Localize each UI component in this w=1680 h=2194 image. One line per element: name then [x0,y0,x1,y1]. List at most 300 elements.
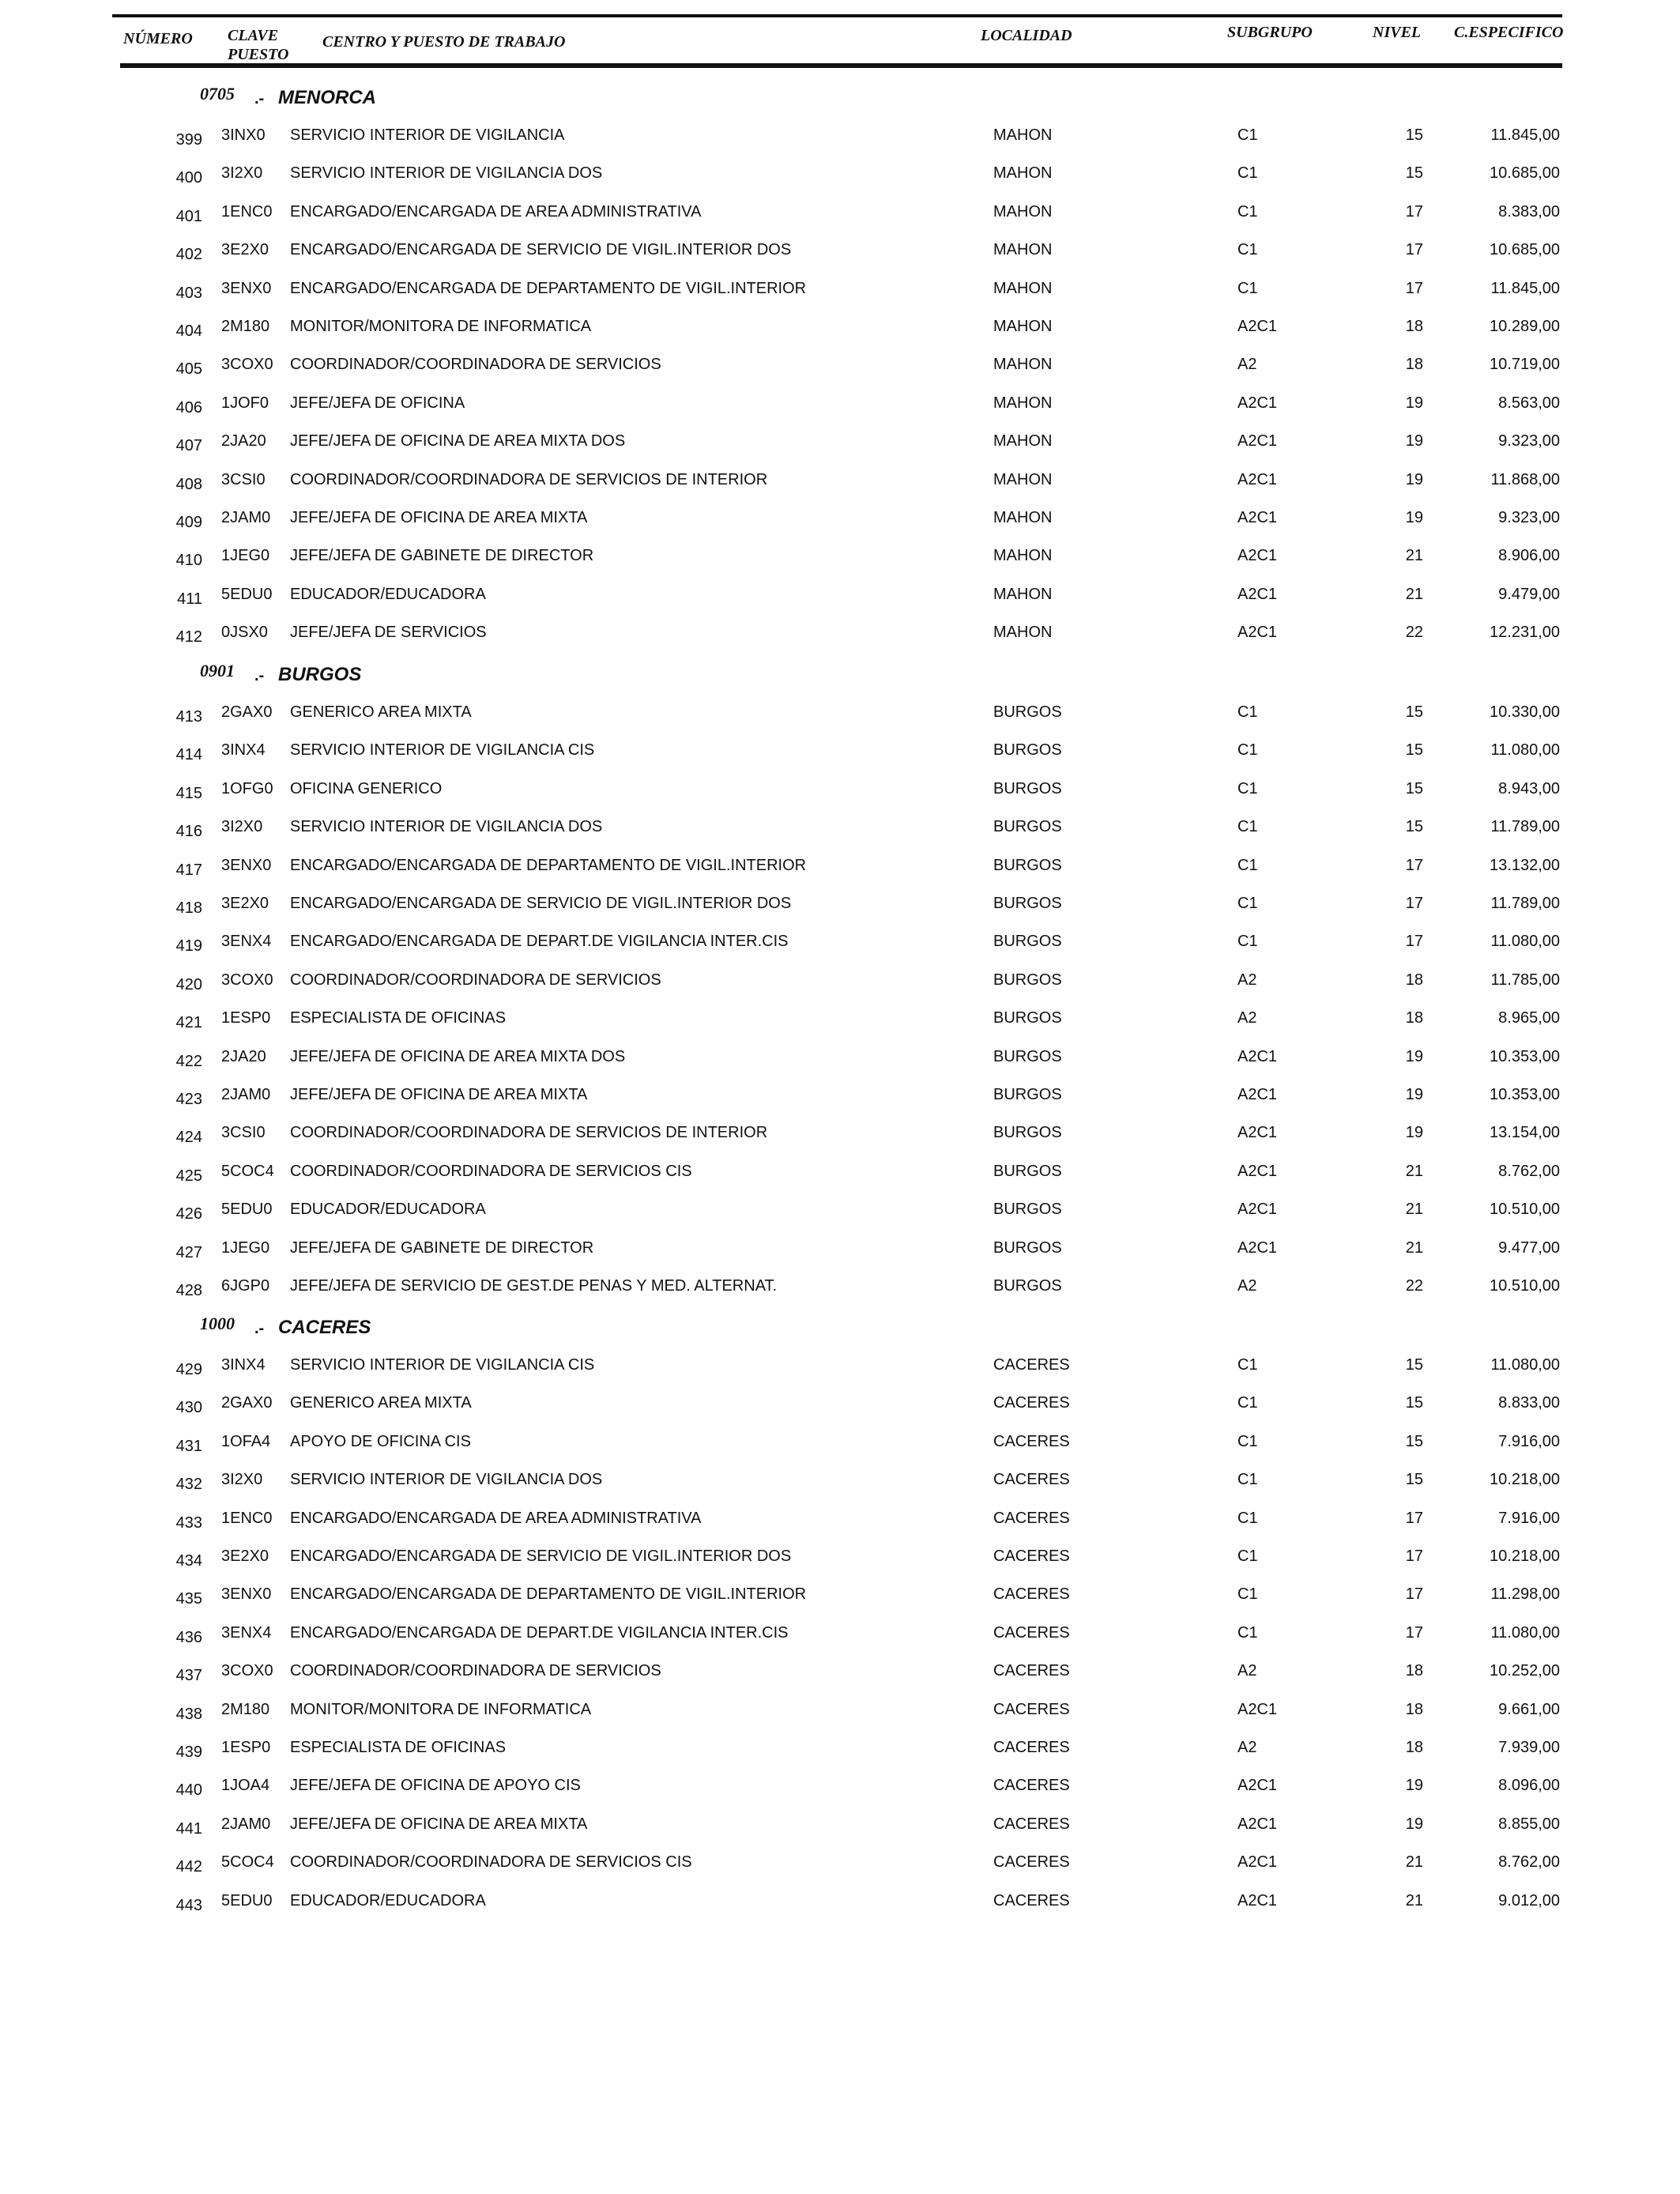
row-centro: ENCARGADO/ENCARGADA DE DEPARTAMENTO DE VIGIL.INTERIOR [290,1585,807,1604]
row-nivel: 21 [1405,585,1423,603]
table-row [0,741,1680,772]
row-nivel: 17 [1405,241,1423,259]
row-localidad: BURGOS [993,856,1062,874]
row-numero: 442 [175,1858,202,1876]
row-clave: 3COX0 [221,356,273,374]
table-row [0,971,1680,1002]
row-especifico: 9.323,00 [1498,432,1560,450]
row-clave: 1ESP0 [221,1739,271,1756]
row-centro: ENCARGADO/ENCARGADA DE DEPARTAMENTO DE VIGIL.INTERIOR [290,856,807,874]
row-especifico: 11.789,00 [1490,818,1560,836]
row-localidad: CACERES [993,1585,1070,1604]
row-numero: 436 [175,1628,202,1646]
row-nivel: 18 [1405,356,1423,374]
section-name: MENORCA [278,87,376,108]
table-row [0,623,1680,654]
header-localidad: LOCALIDAD [981,27,1072,44]
header-nivel: NIVEL [1373,24,1422,41]
row-subgrupo: A2 [1237,1277,1257,1295]
row-centro: EDUCADOR/EDUCADORA [290,1201,486,1219]
section-name: BURGOS [278,664,362,685]
row-centro: GENERICO AREA MIXTA [290,1394,472,1412]
table-row [0,1276,1680,1308]
row-numero: 433 [175,1514,202,1532]
row-numero: 434 [175,1552,202,1570]
row-especifico: 11.298,00 [1490,1585,1560,1604]
row-clave: 3I2X0 [221,164,263,183]
row-numero: 425 [175,1167,202,1185]
row-especifico: 8.906,00 [1498,547,1560,565]
row-subgrupo: C1 [1237,741,1258,760]
row-nivel: 22 [1405,1277,1423,1295]
table-row [0,1200,1680,1231]
row-especifico: 11.080,00 [1490,741,1560,760]
row-localidad: BURGOS [993,1086,1062,1103]
row-subgrupo: A2C1 [1237,318,1278,335]
row-clave: 2JAM0 [221,509,271,526]
table-row [0,546,1680,578]
row-especifico: 8.762,00 [1498,1853,1560,1872]
row-localidad: CACERES [993,1471,1070,1489]
row-nivel: 15 [1405,1394,1423,1412]
row-numero: 418 [175,899,202,917]
table-row [0,1661,1680,1693]
row-localidad: CACERES [993,1739,1070,1756]
row-numero: 429 [175,1361,202,1378]
table-row [0,703,1680,734]
row-centro: OFICINA GENERICO [290,779,443,797]
row-subgrupo: C1 [1237,1356,1258,1374]
row-numero: 423 [175,1091,202,1108]
row-nivel: 18 [1405,1739,1423,1756]
row-numero: 428 [175,1282,202,1299]
row-numero: 426 [175,1205,202,1223]
row-localidad: CACERES [993,1547,1070,1565]
row-centro: SERVICIO INTERIOR DE VIGILANCIA DOS [290,1471,603,1489]
header-subgrupo: SUBGRUPO [1227,24,1313,41]
row-nivel: 19 [1405,1047,1423,1065]
row-subgrupo: C1 [1237,126,1258,144]
row-nivel: 18 [1405,318,1423,335]
table-row [0,932,1680,963]
row-subgrupo: C1 [1237,1394,1258,1412]
row-clave: 3COX0 [221,1662,273,1680]
table-row [0,1470,1680,1502]
row-numero: 416 [175,823,202,841]
row-localidad: MAHON [993,470,1053,488]
row-centro: JEFE/JEFA DE OFICINA DE APOYO CIS [290,1777,581,1795]
row-subgrupo: A2C1 [1237,624,1278,642]
row-especifico: 8.855,00 [1498,1815,1560,1833]
row-subgrupo: A2C1 [1237,394,1278,412]
row-localidad: MAHON [993,624,1053,642]
row-nivel: 15 [1405,1432,1423,1450]
row-centro: ENCARGADO/ENCARGADA DE AREA ADMINISTRATIVA [290,202,702,221]
row-centro: ENCARGADO/ENCARGADA DE DEPART.DE VIGILANCIA INTER.CIS [290,933,789,951]
row-clave: 6JGP0 [221,1277,270,1295]
row-subgrupo: A2 [1237,1662,1257,1680]
row-especifico: 11.845,00 [1490,126,1560,144]
row-localidad: BURGOS [993,779,1062,797]
row-numero: 409 [175,514,202,531]
row-clave: 5EDU0 [221,585,273,603]
top-rule-thick [120,63,1562,68]
row-nivel: 17 [1405,1623,1423,1642]
row-centro: COORDINADOR/COORDINADORA DE SERVICIOS DE INTERIOR [290,470,768,488]
row-subgrupo: A2C1 [1237,1777,1278,1795]
row-nivel: 18 [1405,1009,1423,1027]
row-localidad: BURGOS [993,703,1062,721]
row-localidad: BURGOS [993,1277,1062,1295]
row-especifico: 13.132,00 [1490,856,1560,874]
row-localidad: MAHON [993,509,1053,526]
row-centro: SERVICIO INTERIOR DE VIGILANCIA [290,126,565,144]
row-clave: 1OFA4 [221,1432,271,1450]
row-clave: 1JOA4 [221,1777,270,1795]
row-especifico: 11.080,00 [1490,933,1560,951]
row-nivel: 21 [1405,1891,1423,1909]
table-row [0,1238,1680,1270]
row-localidad: MAHON [993,279,1053,297]
row-clave: 1JEG0 [221,547,270,565]
row-clave: 5COC4 [221,1853,274,1872]
row-numero: 406 [175,398,202,417]
section-code: 0705 [200,84,235,104]
row-clave: 3I2X0 [221,818,263,836]
row-especifico: 8.096,00 [1498,1777,1560,1795]
row-subgrupo: C1 [1237,856,1258,874]
table-row [0,126,1680,157]
row-subgrupo: A2C1 [1237,509,1278,526]
row-localidad: MAHON [993,547,1053,565]
table-row [0,1776,1680,1808]
row-numero: 414 [175,746,202,764]
row-centro: COORDINADOR/COORDINADORA DE SERVICIOS CIS [290,1853,692,1872]
row-subgrupo: C1 [1237,703,1258,721]
row-especifico: 13.154,00 [1490,1124,1560,1142]
header-centro: CENTRO Y PUESTO DE TRABAJO [322,33,566,51]
table-row [0,1623,1680,1655]
row-clave: 2JA20 [221,432,266,450]
row-clave: 3E2X0 [221,1547,269,1565]
row-nivel: 21 [1405,1853,1423,1872]
row-centro: COORDINADOR/COORDINADORA DE SERVICIOS DE INTERIOR [290,1124,768,1142]
row-localidad: CACERES [993,1891,1070,1909]
row-nivel: 19 [1405,470,1423,488]
row-centro: ENCARGADO/ENCARGADA DE DEPARTAMENTO DE VIGIL.INTERIOR [290,279,807,297]
row-clave: 3COX0 [221,971,273,989]
row-nivel: 15 [1405,164,1423,183]
row-especifico: 11.080,00 [1490,1623,1560,1642]
row-nivel: 15 [1405,779,1423,797]
row-localidad: MAHON [993,585,1053,603]
row-localidad: MAHON [993,241,1053,259]
row-especifico: 8.563,00 [1498,394,1560,412]
row-clave: 3CSI0 [221,470,266,488]
row-centro: JEFE/JEFA DE GABINETE DE DIRECTOR [290,547,594,565]
row-especifico: 7.916,00 [1498,1509,1560,1527]
row-centro: SERVICIO INTERIOR DE VIGILANCIA DOS [290,818,603,836]
row-numero: 437 [175,1667,202,1685]
row-numero: 432 [175,1476,202,1494]
row-clave: 3INX4 [221,1356,266,1374]
row-especifico: 10.353,00 [1490,1047,1560,1065]
row-subgrupo: A2C1 [1237,1700,1278,1718]
row-clave: 3I2X0 [221,1471,263,1489]
row-clave: 3ENX0 [221,279,272,297]
row-localidad: BURGOS [993,818,1062,836]
row-especifico: 10.289,00 [1490,318,1560,335]
row-especifico: 9.477,00 [1498,1238,1560,1257]
row-numero: 438 [175,1705,202,1723]
row-subgrupo: C1 [1237,818,1258,836]
row-numero: 404 [175,322,202,340]
row-localidad: MAHON [993,164,1053,183]
row-clave: 2M180 [221,1700,270,1718]
row-localidad: BURGOS [993,1009,1062,1027]
row-centro: EDUCADOR/EDUCADORA [290,585,486,603]
row-numero: 413 [175,708,202,726]
row-nivel: 18 [1405,1662,1423,1680]
row-especifico: 11.868,00 [1490,470,1560,488]
row-clave: 3INX0 [221,126,266,144]
row-numero: 402 [175,246,202,264]
row-numero: 399 [175,131,202,149]
row-clave: 2GAX0 [221,1394,273,1412]
header-especifico: C.ESPECIFICO [1454,24,1564,41]
row-numero: 403 [175,284,202,302]
row-nivel: 22 [1405,624,1423,642]
table-row [0,1891,1680,1923]
row-clave: 5EDU0 [221,1201,273,1219]
row-numero: 412 [175,628,202,647]
row-nivel: 15 [1405,1356,1423,1374]
row-subgrupo: A2C1 [1237,432,1278,450]
row-nivel: 17 [1405,895,1423,912]
row-localidad: MAHON [993,394,1053,412]
row-centro: COORDINADOR/COORDINADORA DE SERVICIOS [290,1662,661,1680]
row-numero: 417 [175,861,202,879]
row-subgrupo: A2C1 [1237,1124,1278,1142]
row-clave: 3ENX0 [221,856,272,874]
row-especifico: 11.785,00 [1490,971,1560,989]
row-clave: 1JOF0 [221,394,269,412]
row-localidad: CACERES [993,1662,1070,1680]
row-clave: 5EDU0 [221,1891,273,1909]
row-centro: JEFE/JEFA DE OFICINA [290,394,465,412]
row-clave: 2JA20 [221,1047,266,1065]
row-clave: 3E2X0 [221,895,269,912]
row-clave: 0JSX0 [221,624,268,642]
row-numero: 422 [175,1052,202,1070]
row-localidad: BURGOS [993,933,1062,951]
row-especifico: 11.080,00 [1490,1356,1560,1374]
row-numero: 405 [175,360,202,379]
table-row [0,1162,1680,1193]
row-centro: JEFE/JEFA DE SERVICIO DE GEST.DE PENAS Y MED. ALTERNAT. [290,1277,778,1295]
table-row [0,394,1680,425]
row-especifico: 10.510,00 [1490,1277,1560,1295]
row-centro: ENCARGADO/ENCARGADA DE DEPART.DE VIGILANCIA INTER.CIS [290,1623,789,1642]
row-especifico: 10.719,00 [1490,356,1560,374]
row-localidad: MAHON [993,356,1053,374]
row-especifico: 10.252,00 [1490,1662,1560,1680]
table-row [0,1047,1680,1079]
row-clave: 3E2X0 [221,241,269,259]
row-subgrupo: A2C1 [1237,585,1278,603]
row-nivel: 15 [1405,126,1423,144]
table-row [0,894,1680,925]
row-centro: JEFE/JEFA DE SERVICIOS [290,624,487,642]
row-localidad: MAHON [993,318,1053,335]
row-subgrupo: C1 [1237,1432,1258,1450]
row-localidad: BURGOS [993,741,1062,760]
row-centro: JEFE/JEFA DE OFICINA DE AREA MIXTA [290,1086,588,1103]
row-numero: 410 [175,552,202,570]
row-localidad: BURGOS [993,1201,1062,1219]
row-especifico: 9.012,00 [1498,1891,1560,1909]
row-subgrupo: A2C1 [1237,547,1278,565]
row-localidad: BURGOS [993,895,1062,912]
row-subgrupo: A2C1 [1237,470,1278,488]
section-separator: .- [254,667,265,684]
row-localidad: CACERES [993,1356,1070,1374]
row-numero: 401 [175,207,202,225]
row-nivel: 18 [1405,1700,1423,1718]
row-subgrupo: A2C1 [1237,1086,1278,1103]
row-especifico: 10.685,00 [1490,164,1560,183]
row-numero: 435 [175,1590,202,1608]
row-subgrupo: C1 [1237,241,1258,259]
table-row [0,1585,1680,1616]
row-nivel: 19 [1405,1086,1423,1103]
row-nivel: 17 [1405,1585,1423,1604]
table-row [0,279,1680,311]
row-centro: ENCARGADO/ENCARGADA DE SERVICIO DE VIGIL.INTERIOR DOS [290,895,792,912]
row-centro: COORDINADOR/COORDINADORA DE SERVICIOS [290,971,661,989]
row-nivel: 19 [1405,432,1423,450]
row-subgrupo: A2 [1237,1009,1257,1027]
row-nivel: 15 [1405,741,1423,760]
row-centro: MONITOR/MONITORA DE INFORMATICA [290,1700,592,1718]
row-nivel: 15 [1405,818,1423,836]
row-centro: SERVICIO INTERIOR DE VIGILANCIA DOS [290,164,603,183]
row-clave: 1ENC0 [221,202,273,221]
row-nivel: 15 [1405,703,1423,721]
table-row [0,355,1680,386]
row-centro: EDUCADOR/EDUCADORA [290,1891,486,1909]
row-especifico: 7.916,00 [1498,1432,1560,1450]
row-localidad: CACERES [993,1853,1070,1872]
table-row [0,432,1680,463]
row-localidad: BURGOS [993,1124,1062,1142]
row-clave: 3CSI0 [221,1124,266,1142]
header-clave: CLAVE [228,27,279,44]
row-subgrupo: A2C1 [1237,1162,1278,1180]
row-clave: 3ENX4 [221,1623,272,1642]
table-row [0,1815,1680,1846]
row-localidad: CACERES [993,1623,1070,1642]
row-localidad: CACERES [993,1777,1070,1795]
row-especifico: 8.943,00 [1498,779,1560,797]
row-clave: 1ENC0 [221,1509,273,1527]
row-subgrupo: A2C1 [1237,1891,1278,1909]
row-especifico: 7.939,00 [1498,1739,1560,1756]
row-subgrupo: C1 [1237,164,1258,183]
row-subgrupo: C1 [1237,279,1258,297]
row-subgrupo: A2 [1237,356,1257,374]
table-row [0,1700,1680,1732]
table-row [0,856,1680,888]
row-centro: JEFE/JEFA DE OFICINA DE AREA MIXTA [290,1815,588,1833]
row-nivel: 21 [1405,1238,1423,1257]
row-localidad: BURGOS [993,1047,1062,1065]
row-clave: 2M180 [221,318,270,335]
table-row [0,585,1680,616]
row-nivel: 19 [1405,1124,1423,1142]
row-centro: JEFE/JEFA DE GABINETE DE DIRECTOR [290,1238,594,1257]
table-row [0,317,1680,349]
row-numero: 441 [175,1819,202,1838]
row-clave: 3ENX4 [221,933,272,951]
row-clave: 1JEG0 [221,1238,270,1257]
row-centro: APOYO DE OFICINA CIS [290,1432,471,1450]
row-centro: JEFE/JEFA DE OFICINA DE AREA MIXTA [290,509,588,526]
row-numero: 427 [175,1243,202,1261]
row-especifico: 12.231,00 [1490,624,1560,642]
row-subgrupo: A2 [1237,971,1257,989]
row-nivel: 21 [1405,1162,1423,1180]
row-numero: 408 [175,475,202,493]
row-nivel: 17 [1405,1547,1423,1565]
section-name: CACERES [278,1317,371,1338]
table-row [0,1738,1680,1770]
row-numero: 421 [175,1014,202,1032]
table-row [0,202,1680,234]
row-numero: 424 [175,1129,202,1147]
row-numero: 411 [177,590,202,608]
row-localidad: CACERES [993,1394,1070,1412]
row-centro: COORDINADOR/COORDINADORA DE SERVICIOS CIS [290,1162,692,1180]
row-nivel: 19 [1405,1777,1423,1795]
row-nivel: 17 [1405,279,1423,297]
row-especifico: 10.353,00 [1490,1086,1560,1103]
section-code: 1000 [200,1314,235,1333]
row-numero: 415 [175,784,202,802]
row-nivel: 17 [1405,933,1423,951]
row-subgrupo: C1 [1237,202,1258,221]
section-separator: .- [254,1320,265,1337]
row-subgrupo: C1 [1237,1623,1258,1642]
section-code: 0901 [200,661,235,680]
table-row [0,1547,1680,1578]
row-numero: 407 [175,437,202,455]
row-clave: 5COC4 [221,1162,274,1180]
row-centro: SERVICIO INTERIOR DE VIGILANCIA CIS [290,1356,595,1374]
table-row [0,1008,1680,1040]
row-especifico: 8.383,00 [1498,202,1560,221]
row-numero: 430 [175,1399,202,1417]
row-subgrupo: C1 [1237,779,1258,797]
row-nivel: 19 [1405,1815,1423,1833]
row-centro: JEFE/JEFA DE OFICINA DE AREA MIXTA DOS [290,1047,626,1065]
row-especifico: 11.789,00 [1490,895,1560,912]
table-row [0,1853,1680,1884]
row-localidad: CACERES [993,1509,1070,1527]
row-centro: ENCARGADO/ENCARGADA DE SERVICIO DE VIGIL.INTERIOR DOS [290,1547,792,1565]
row-numero: 431 [175,1437,202,1455]
top-rule-thin [112,14,1562,17]
